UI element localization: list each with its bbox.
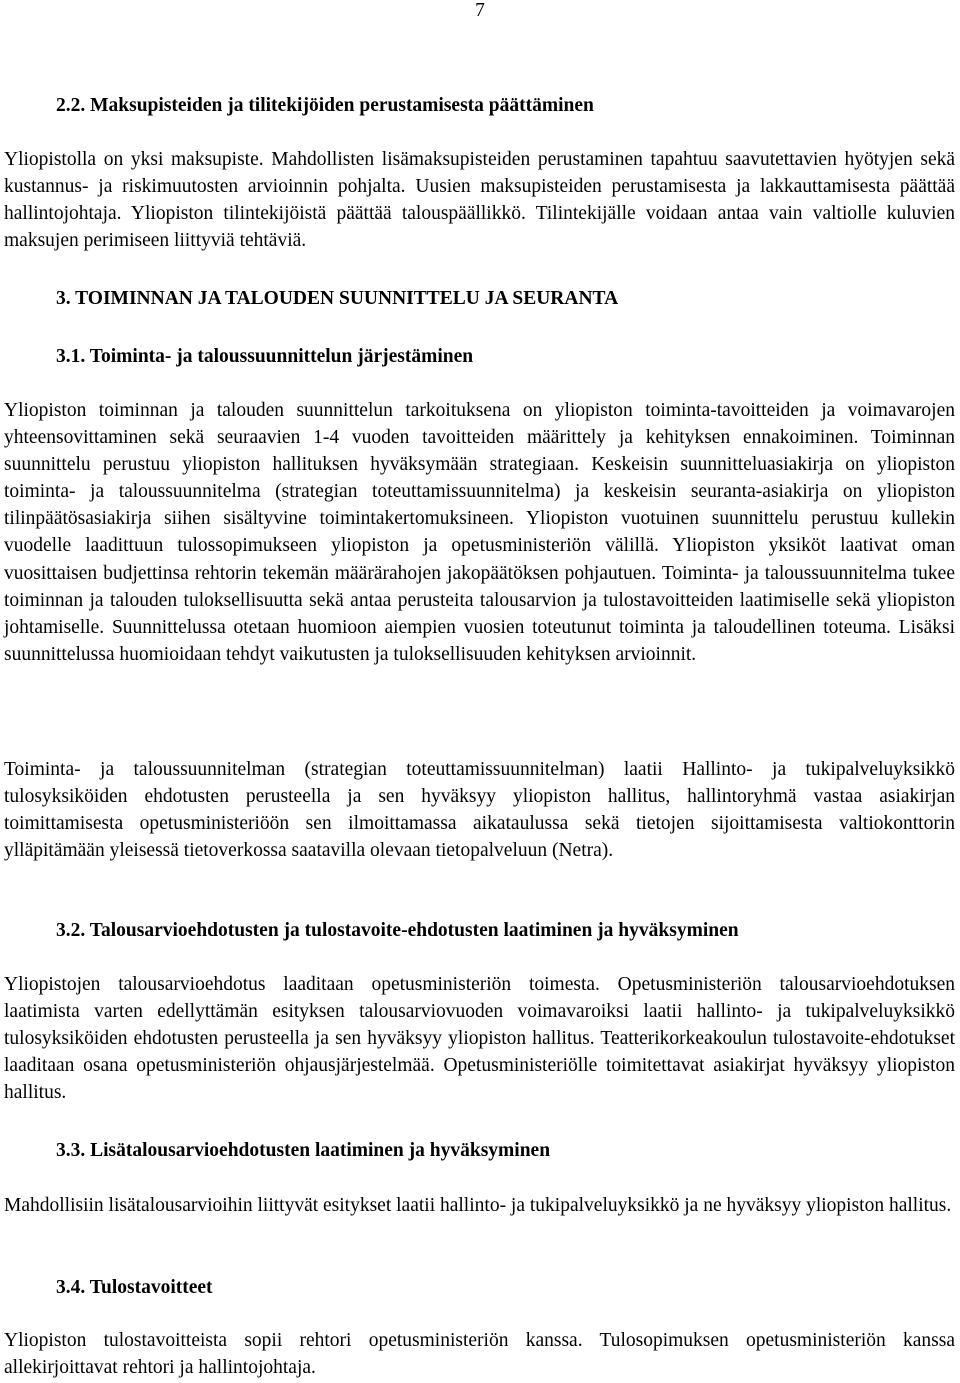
section-2-2-heading: 2.2. Maksupisteiden ja tilitekijöiden perustamisesta päättäminen bbox=[56, 95, 594, 116]
section-3-3-paragraph: Mahdollisiin lisätalousarvioihin liittyvät esitykset laatii hallinto- ja tukipalveluyksikkö ja ne hyväksyy yliopiston hallitus. bbox=[4, 1195, 952, 1216]
section-2-2-paragraph: Yliopistolla on yksi maksupiste. Mahdollisten lisämaksupisteiden perustaminen tapahtuu saavutettavien hyötyjen sekä kustannus- ja riskimuutosten arvioinnin pohjalta. Uusien maksupisteiden perustamisesta ja lakkauttamisesta päättää hallintojohtaja. Yliopiston tilintekijöistä päättää talouspäällikkö. Tilintekijälle voidaan antaa vain valtiolle kuluvien maksujen perimiseen liittyviä tehtäviä. bbox=[4, 149, 955, 252]
section-3-3-heading: 3.3. Lisätalousarvioehdotusten laatiminen ja hyväksyminen bbox=[56, 1140, 551, 1161]
section-3-1-paragraph-2: Toiminta- ja taloussuunnitelman (strategian toteuttamissuunnitelman) laatii Hallinto- ja tukipalveluyksikkö tulosyksiköiden ehdotusten perusteella ja sen hyväksyy yliopiston hallitus, hallintoryhmä vastaa asiakirjan toimittamisesta opetusministeriöön sen ilmoittamassa aikataulussa sekä tietojen sijoittamisesta valtiokonttorin ylläpitämään yleisessä tietoverkossa saatavilla olevaan tietopalveluun (Netra). bbox=[4, 759, 955, 862]
section-3-2-heading: 3.2. Talousarvioehdotusten ja tulostavoite-ehdotusten laatiminen ja hyväksyminen bbox=[56, 920, 739, 941]
page-number: 7 bbox=[475, 0, 485, 21]
section-3-1-paragraph-1: Yliopiston toiminnan ja talouden suunnittelun tarkoituksena on yliopiston toiminta-tavoitteiden ja voimavarojen yhteensovittaminen sekä seuraavien 1-4 vuoden tavoitteiden määrittely ja kehityksen ennakoiminen. Toiminnan suunnittelu perustuu yliopiston hallituksen hyväksymään strategiaan. Keskeisin suunnitteluasiakirja on yliopiston toiminta- ja taloussuunnitelma (strategian toteuttamissuunnitelma) ja keskeisin seuranta-asiakirja on yliopiston tilinpäätösasiakirja siihen sisältyvine toimintakertomuksineen. Yliopiston vuotuinen suunnittelu perustuu kullekin vuodelle laadittuun tulossopimukseen yliopiston ja opetusministeriön välillä. Yliopiston yksiköt laativat oman vuosittaisen budjettinsa rehtorin tekemän määrärahojen jakopäätöksen pohjautuen. Toiminta- ja taloussuunnitelma tukee toiminnan ja talouden tuloksellisuutta sekä antaa perusteita talousarvion ja tulostavoitteiden laatimiselle sekä yliopiston johtamiselle. Suunnittelussa otetaan huomioon aiempien vuosien toteutunut toiminta ja taloudellinen toteuma. Lisäksi suunnittelussa huomioidaan tehdyt vaikutusten ja tuloksellisuuden kehityksen arvioinnit. bbox=[4, 400, 955, 665]
section-3-4-heading: 3.4. Tulostavoitteet bbox=[56, 1277, 213, 1298]
section-3-2-paragraph: Yliopistojen talousarvioehdotus laaditaan opetusministeriön toimesta. Opetusministeriön talousarvioehdotuksen laatimista varten edellyttämän esityksen talousarviovuoden voimavaroiksi laatii hallinto- ja tukipalveluyksikkö tulosyksiköiden ehdotusten perusteella ja sen hyväksyy yliopiston hallitus. Teatterikorkeakoulun tulostavoite-ehdotukset laaditaan osana opetusministeriön ohjausjärjestelmää. Opetusministeriölle toimitettavat asiakirjat hyväksyy yliopiston hallitus. bbox=[4, 974, 955, 1104]
section-3-1-heading: 3.1. Toiminta- ja taloussuunnittelun järjestäminen bbox=[56, 346, 474, 367]
section-3-4-paragraph: Yliopiston tulostavoitteista sopii rehtori opetusministeriön kanssa. Tulosopimuksen opetusministeriön kanssa allekirjoittavat rehtori ja hallintojohtaja. bbox=[4, 1330, 955, 1379]
section-3-heading: 3. TOIMINNAN JA TALOUDEN SUUNNITTELU JA SEURANTA bbox=[56, 288, 619, 309]
